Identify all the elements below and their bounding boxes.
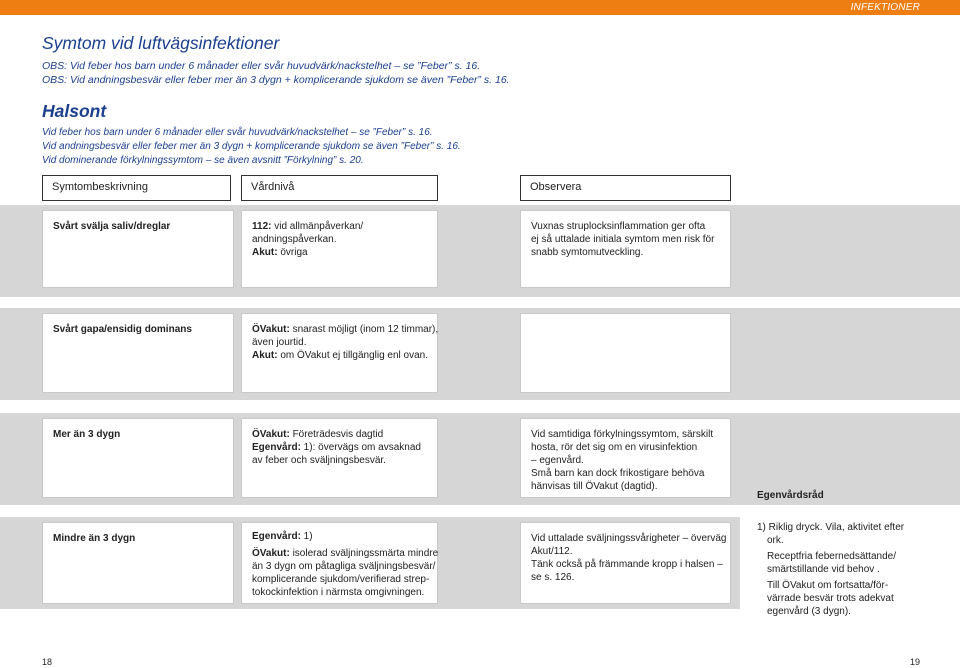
intro-note-2: Vid andningsbesvär eller feber mer än 3 dygn + komplicerande sjukdom se även ”Feber” s. 16.: [42, 141, 461, 152]
page-number-right: 19: [909, 657, 920, 667]
symptom-label: Svårt svälja saliv/dreglar: [53, 221, 171, 232]
care-level-cell: 112: vid allmänpåverkan/ andningspåverkan. Akut: övriga: [241, 210, 438, 288]
symptom-label: Mindre än 3 dygn: [53, 533, 136, 544]
selfcare-item: 1) Riklig dryck. Vila, aktivitet efter ork.: [757, 522, 905, 546]
symptom-cell: [42, 522, 234, 604]
observe-cell: Vid uttalade sväljningssvårigheter – överväg Akut/112. Tänk också på främmande kropp i halsen – se s. 126.: [520, 522, 731, 604]
symptom-cell: [42, 313, 234, 393]
care-level-cell: ÖVakut: snarast möjligt (inom 12 timmar), även jourtid. Akut: om ÖVakut ej tillgänglig enl ovan.: [241, 313, 438, 393]
section-title: Halsont: [42, 101, 107, 121]
care-level-cell: Egenvård: 1) ÖVakut: isolerad sväljningssmärta mindre än 3 dygn om påtagliga sväljningsbesvär/ komplicerande sjukdom/verifierad strep- tokockinfektion i närmsta omgivningen.: [241, 522, 438, 604]
column-header-observe: Observera: [520, 175, 731, 201]
selfcare-item: Receptfria febernedsättande/ smärtstillande vid behov .: [767, 551, 896, 575]
selfcare-item: Till ÖVakut om fortsatta/för- värrade besvär trots adekvat egenvård (3 dygn).: [767, 580, 894, 617]
intro-note-1: Vid feber hos barn under 6 månader eller svår huvudvärk/nackstelhet – se ”Feber” s. 16.: [42, 127, 433, 138]
column-header-symptom: Symtombeskrivning: [42, 175, 231, 201]
selfcare-heading: Egenvårdsråd: [757, 490, 824, 501]
obs-note-2: OBS: Vid andningsbesvär eller feber mer än 3 dygn + komplicerande sjukdom se även ”Feber” s. 16.: [42, 74, 510, 86]
symptom-label: Svårt gapa/ensidig dominans: [53, 324, 192, 335]
intro-note-3: Vid dominerande förkylningssymtom – se även avsnitt ”Förkylning” s. 20.: [42, 155, 364, 166]
symptom-cell: [42, 210, 234, 288]
page-number-left: 18: [42, 657, 53, 667]
section-header-bar: [0, 0, 960, 15]
section-label: INFEKTIONER: [850, 2, 920, 13]
obs-note-1: OBS: Vid feber hos barn under 6 månader eller svår huvudvärk/nackstelhet – se ”Feber” s. 16.: [42, 60, 481, 72]
symptom-cell: [42, 418, 234, 498]
column-header-care-level: Vårdnivå: [241, 175, 438, 201]
symptom-label: Mer än 3 dygn: [53, 429, 121, 440]
page-title: Symtom vid luftvägsinfektioner: [42, 33, 280, 53]
observe-cell: Vuxnas struplocksinflammation ger ofta ej så uttalade initiala symtom men risk för snabb symtomutveckling.: [520, 210, 731, 288]
selfcare-list: [757, 521, 927, 621]
care-level-cell: ÖVakut: Företrädesvis dagtid Egenvård: 1): övervägs om avsaknad av feber och sväljningsbesvär.: [241, 418, 438, 498]
observe-cell: [520, 313, 731, 393]
observe-cell: Vid samtidiga förkylningssymtom, särskilt hosta, rör det sig om en virusinfektion – egenvård. Små barn kan dock frikostigare behöva hänvisas till ÖVakut (dagtid).: [520, 418, 731, 498]
